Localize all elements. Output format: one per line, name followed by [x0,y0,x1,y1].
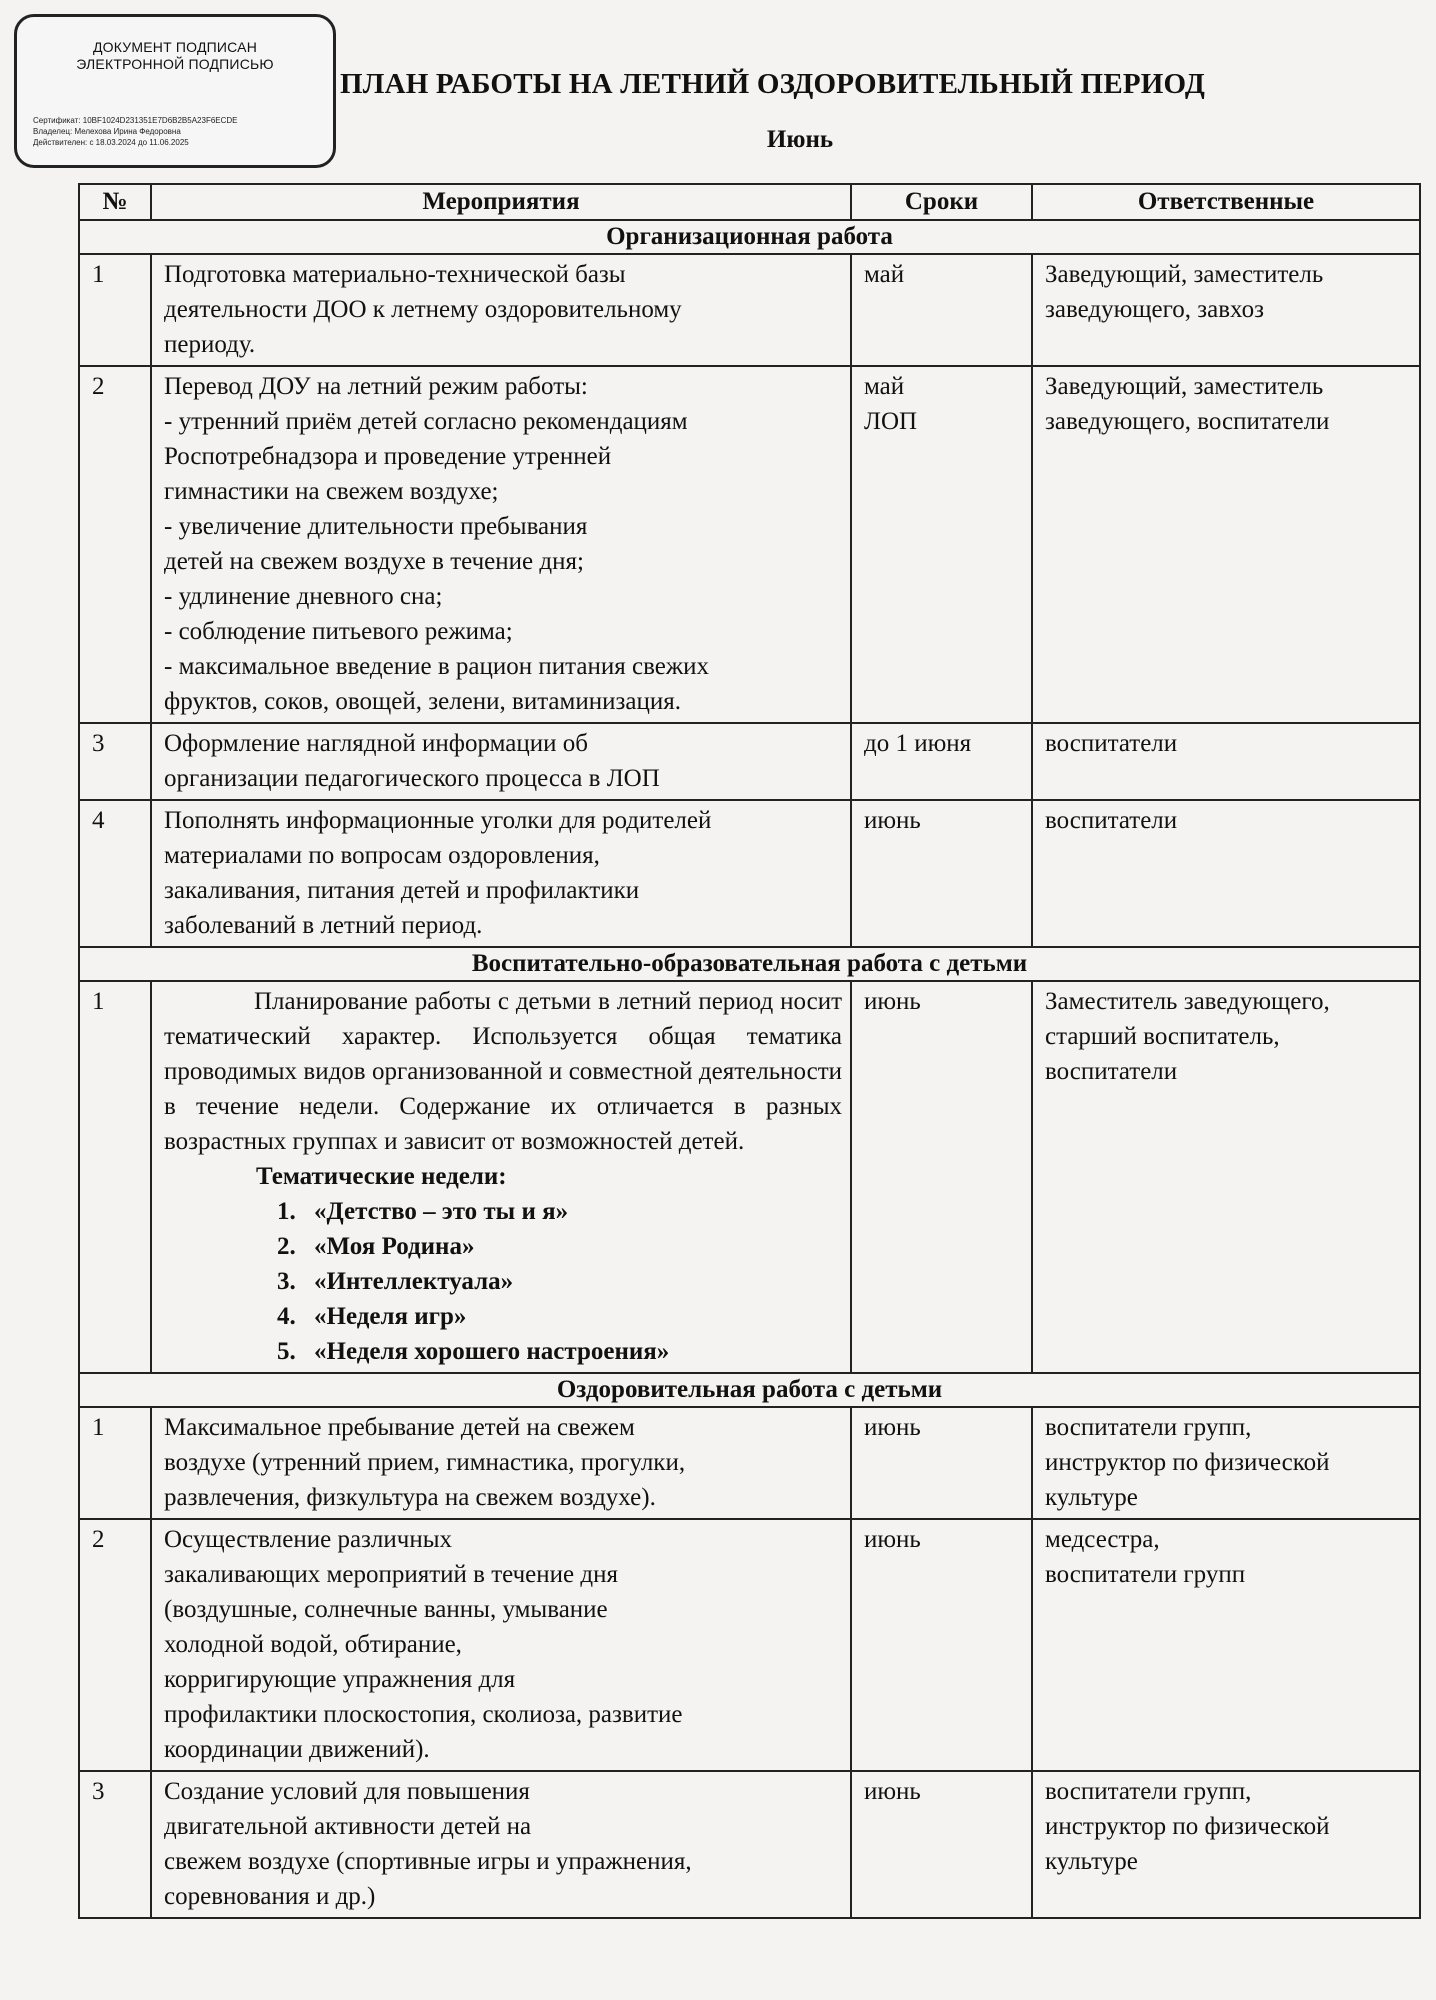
term-line: до 1 июня [864,730,972,757]
row-number: 4 [79,800,151,947]
activity-cell [151,254,851,366]
activity-line: координации движений). [164,1736,430,1763]
activity-paragraph: Планирование работы с детьми в летний период носит тематический характер. Используется общая тематика проводимых видов организованной и совместной деятельности в течение недели. Содержание их отличается в разных возрастных группах и зависит от возможностей детей. [164,988,842,1155]
activity-line: корригирующие упражнения для [164,1666,516,1693]
thematic-weeks-list [164,1194,842,1369]
row-number: 2 [79,366,151,723]
activity-cell [151,723,851,800]
term-cell [851,366,1032,723]
activity-line: - утренний приём детей согласно рекомендациям [164,408,688,435]
section-row [79,947,1420,981]
activity-cell [151,1771,851,1918]
table-row [79,1407,1420,1519]
responsible-line: инструктор по физической [1045,1449,1330,1476]
responsible-cell [1032,800,1420,947]
term-cell [851,981,1032,1373]
activity-line: профилактики плоскостопия, сколиоза, развитие [164,1701,683,1728]
activity-line: - максимальное введение в рацион питания свежих [164,653,709,680]
stamp-validity: Действителен: с 18.03.2024 до 11.06.2025 [33,138,189,147]
responsible-cell [1032,1519,1420,1771]
row-number: 1 [79,254,151,366]
activity-line: развлечения, физкультура на свежем воздухе). [164,1484,656,1511]
responsible-line: Заместитель заведующего, [1045,988,1330,1015]
activity-cell [151,366,851,723]
thematic-week-item: 1. «Детство – это ты и я» [302,1194,842,1229]
plan-table-body [79,220,1420,1918]
activity-line: Создание условий для повышения [164,1778,530,1805]
row-number: 3 [79,723,151,800]
responsible-line: заведующего, воспитатели [1045,408,1330,435]
document-subtitle: Июнь [766,126,834,153]
term-cell [851,1407,1032,1519]
activity-line: детей на свежем воздухе в течение дня; [164,548,584,575]
stamp-line-1: ДОКУМЕНТ ПОДПИСАН [92,39,258,55]
document-title: ПЛАН РАБОТЫ НА ЛЕТНИЙ ОЗДОРОВИТЕЛЬНЫЙ ПЕРИОД [340,68,1205,100]
thematic-week-item: 2. «Моя Родина» [302,1229,842,1264]
responsible-cell [1032,723,1420,800]
table-row [79,1771,1420,1918]
activity-line: заболеваний в летний период. [164,912,483,939]
table-row [79,1519,1420,1771]
activity-line: холодной водой, обтирание, [164,1631,462,1658]
activity-cell [151,981,851,1373]
table-row [79,800,1420,947]
responsible-line: воспитатели [1045,1058,1178,1085]
section-row [79,1373,1420,1407]
responsible-line: Заведующий, заместитель [1045,261,1324,288]
section-title: Оздоровительная работа с детьми [79,1373,1420,1407]
responsible-cell [1032,366,1420,723]
term-cell [851,800,1032,947]
table-row [79,723,1420,800]
term-cell [851,1771,1032,1918]
activity-line: закаливания, питания детей и профилактики [164,877,640,904]
activity-line: материалами по вопросам оздоровления, [164,842,600,869]
term-line: май [864,261,905,288]
term-line: июнь [864,988,921,1015]
responsible-line: воспитатели [1045,730,1178,757]
term-line: июнь [864,807,921,834]
activity-cell [151,1407,851,1519]
responsible-line: воспитатели [1045,807,1178,834]
table-row [79,981,1420,1373]
section-title: Организационная работа [79,220,1420,254]
term-line: июнь [864,1414,921,1441]
activity-line: Максимальное пребывание детей на свежем [164,1414,635,1441]
table-row [79,254,1420,366]
header-terms: Сроки [851,184,1032,220]
header-number: № [79,184,151,220]
activity-line: - удлинение дневного сна; [164,583,443,610]
activity-line: - увеличение длительности пребывания [164,513,588,540]
term-line: ЛОП [864,408,918,435]
row-number: 3 [79,1771,151,1918]
activity-line: воздухе (утренний прием, гимнастика, прогулки, [164,1449,686,1476]
activity-line: - соблюдение питьевого режима; [164,618,513,645]
activity-line: организации педагогического процесса в ЛОП [164,765,660,792]
plan-table [78,183,1421,1919]
responsible-line: старший воспитатель, [1045,1023,1280,1050]
stamp-line-2: ЭЛЕКТРОННОЙ ПОДПИСЬЮ [76,56,274,72]
activity-line: двигательной активности детей на [164,1813,532,1840]
thematic-week-item: 3. «Интеллектуала» [302,1264,842,1299]
activity-line: закаливающих мероприятий в течение дня [164,1561,618,1588]
activity-line: (воздушные, солнечные ванны, умывание [164,1596,608,1623]
responsible-line: воспитатели групп, [1045,1414,1252,1441]
activity-line: Роспотребнадзора и проведение утренней [164,443,612,470]
responsible-line: заведующего, завхоз [1045,296,1264,323]
thematic-weeks-title: Тематические недели: [256,1163,507,1190]
term-cell [851,254,1032,366]
responsible-cell [1032,1771,1420,1918]
term-line: май [864,373,905,400]
activity-line: Подготовка материально-технической базы [164,261,626,288]
table-header-row [79,184,1420,220]
responsible-line: медсестра, [1045,1526,1160,1553]
activity-line: Оформление наглядной информации об [164,730,588,757]
responsible-line: культуре [1045,1848,1138,1875]
stamp-owner: Владелец: Мелехова Ирина Федоровна [33,127,181,136]
term-cell [851,1519,1032,1771]
activity-cell [151,1519,851,1771]
section-row [79,220,1420,254]
row-number: 1 [79,981,151,1373]
activity-line: Пополнять информационные уголки для родителей [164,807,712,834]
activity-line: Перевод ДОУ на летний режим работы: [164,373,588,400]
activity-line: свежем воздухе (спортивные игры и упражнения, [164,1848,692,1875]
responsible-cell [1032,1407,1420,1519]
thematic-week-item: 4. «Неделя игр» [302,1299,842,1334]
stamp-certificate: Сертификат: 10BF1024D231351E7D6B2B5A23F6ECDE [33,116,238,125]
term-line: июнь [864,1526,921,1553]
responsible-line: воспитатели групп [1045,1561,1246,1588]
responsible-line: воспитатели групп, [1045,1778,1252,1805]
activity-line: деятельности ДОО к летнему оздоровительному [164,296,682,323]
activity-line: соревнования и др.) [164,1883,376,1910]
table-row [79,366,1420,723]
responsible-line: культуре [1045,1484,1138,1511]
responsible-line: инструктор по физической [1045,1813,1330,1840]
activity-cell [151,800,851,947]
row-number: 1 [79,1407,151,1519]
activity-line: периоду. [164,331,256,358]
header-responsible: Ответственные [1032,184,1420,220]
responsible-cell [1032,254,1420,366]
activity-line: фруктов, соков, овощей, зелени, витаминизация. [164,688,681,715]
responsible-cell [1032,981,1420,1373]
row-number: 2 [79,1519,151,1771]
responsible-line: Заведующий, заместитель [1045,373,1324,400]
header-activities: Мероприятия [151,184,851,220]
term-line: июнь [864,1778,921,1805]
activity-line: Осуществление различных [164,1526,453,1553]
term-cell [851,723,1032,800]
activity-line: гимнастики на свежем воздухе; [164,478,499,505]
thematic-week-item: 5. «Неделя хорошего настроения» [302,1334,842,1369]
section-title: Воспитательно-образовательная работа с детьми [79,947,1420,981]
